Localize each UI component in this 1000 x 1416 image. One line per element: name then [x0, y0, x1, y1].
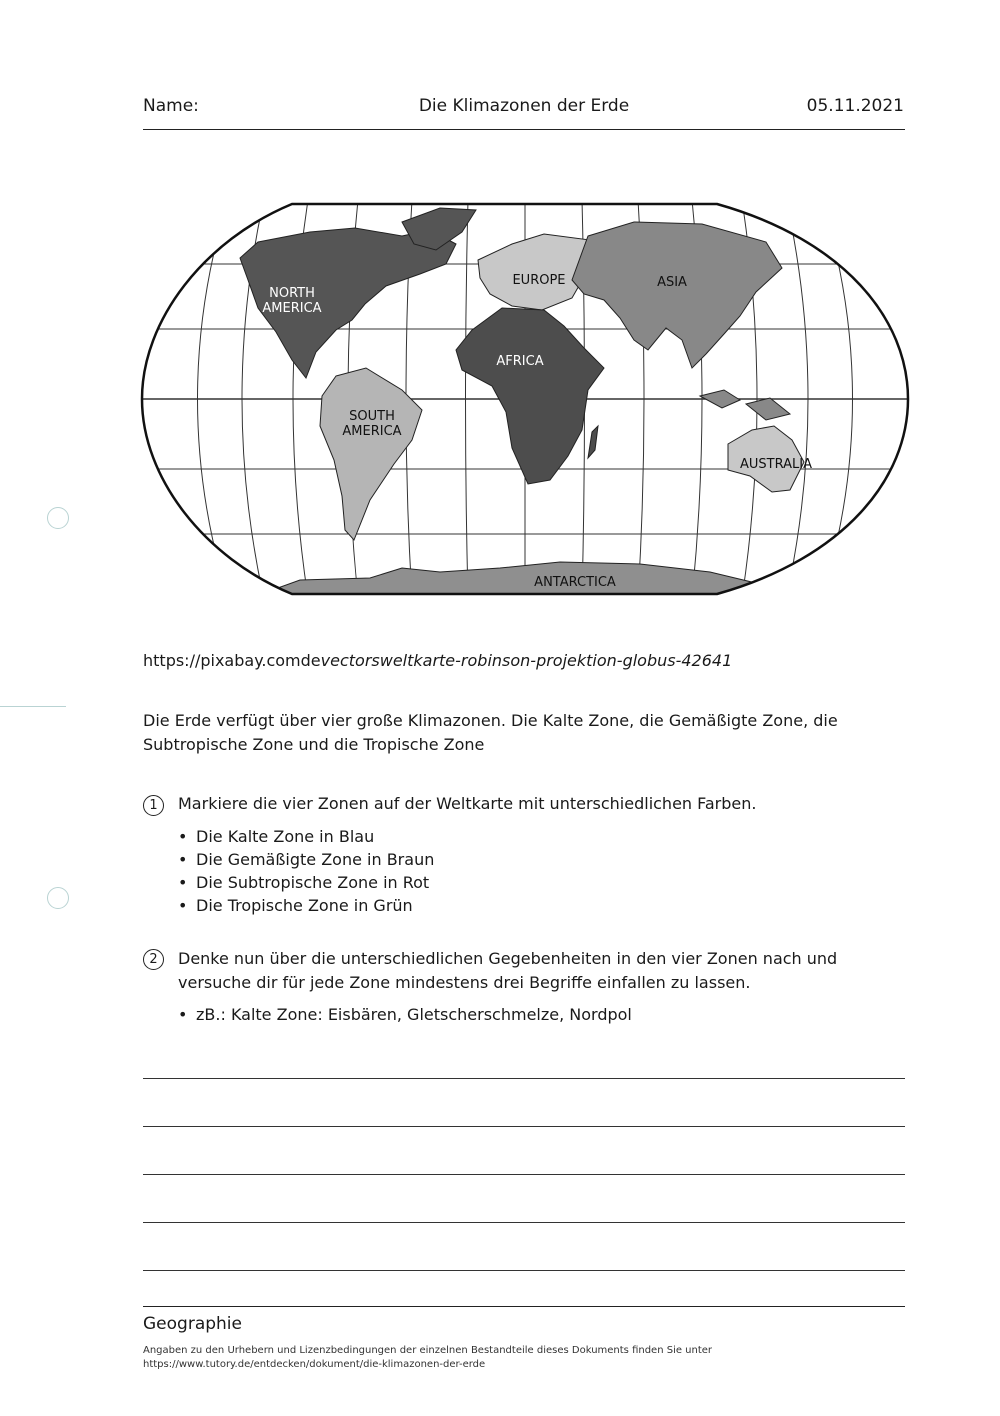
page-title: Die Klimazonen der Erde	[418, 96, 630, 116]
task-1-number: 1	[143, 795, 164, 816]
label-north-america-2: AMERICA	[262, 301, 322, 316]
writing-line[interactable]	[143, 1078, 905, 1079]
task-1-list	[178, 825, 434, 917]
label-antarctica: ANTARCTICA	[534, 575, 616, 590]
punch-hole-bottom	[47, 887, 69, 909]
writing-line[interactable]	[143, 1126, 905, 1127]
label-africa: AFRICA	[496, 354, 544, 369]
label-europe: EUROPE	[512, 273, 566, 288]
license-note	[143, 1344, 712, 1372]
subject-label: Geographie	[143, 1314, 242, 1334]
date: 05.11.2021	[806, 96, 904, 116]
task-2-list	[178, 1003, 632, 1026]
list-item: • Die Subtropische Zone in Rot	[178, 871, 434, 894]
fold-mark	[0, 706, 66, 707]
list-item: • Die Kalte Zone in Blau	[178, 825, 434, 848]
world-map	[140, 200, 910, 598]
label-south-america-2: AMERICA	[342, 424, 402, 439]
punch-hole-top	[47, 507, 69, 529]
label-australia: AUSTRALIA	[740, 457, 812, 472]
intro-text: Die Erde verfügt über vier große Klimazonen. Die Kalte Zone, die Gemäßigte Zone, die Subtropische Zone und die Tropische Zone	[143, 711, 838, 754]
source-url: https://pixabay.comde	[143, 651, 321, 670]
list-item: • Die Tropische Zone in Grün	[178, 894, 434, 917]
writing-line[interactable]	[143, 1174, 905, 1175]
task-2-text: Denke nun über die unterschiedlichen Gegebenheiten in den vier Zonen nach und versuche dir für jede Zone mindestens drei Begriffe einfallen zu lassen.	[178, 949, 838, 992]
label-south-america-1: SOUTH	[349, 409, 395, 424]
list-item: • Die Gemäßigte Zone in Braun	[178, 848, 434, 871]
license-line-1: Angaben zu den Urhebern und Lizenzbedingungen der einzelnen Bestandteile dieses Dokuments finden Sie unter	[143, 1345, 713, 1356]
task-2-number: 2	[143, 949, 164, 970]
task-1-text: Markiere die vier Zonen auf der Weltkarte mit unterschiedlichen Farben.	[178, 794, 757, 813]
image-source	[143, 651, 732, 670]
license-link[interactable]: https://www.tutory.de/entdecken/dokument/die-klimazonen-der-erde	[143, 1359, 486, 1370]
label-asia: ASIA	[657, 275, 687, 290]
name-label: Name:	[143, 96, 199, 116]
writing-line[interactable]	[143, 1222, 905, 1223]
list-item: • zB.: Kalte Zone: Eisbären, Gletscherschmelze, Nordpol	[178, 1003, 632, 1026]
header-rule	[143, 129, 905, 130]
writing-line[interactable]	[143, 1270, 905, 1271]
source-path: vectorsweltkarte-robinson-projektion-globus-42641	[320, 651, 733, 670]
label-north-america-1: NORTH	[269, 286, 315, 301]
footer-rule	[143, 1306, 905, 1307]
